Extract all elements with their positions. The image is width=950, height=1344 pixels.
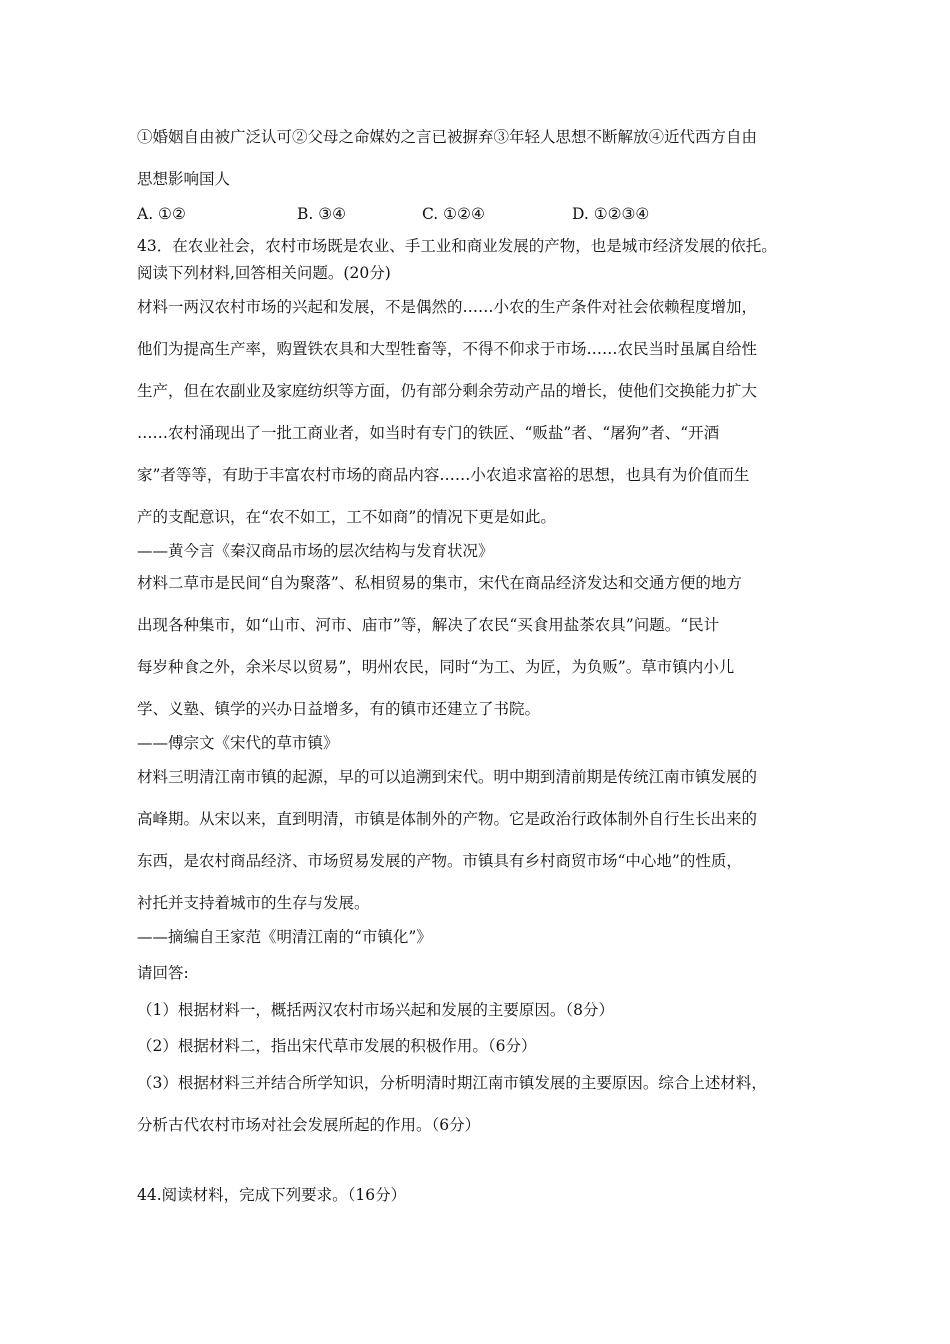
option-c: C. ①②④ — [422, 205, 485, 223]
sub-question-2: （2）根据材料二，指出宋代草市发展的积极作用。（6分） — [137, 1037, 537, 1055]
material2-line: 每岁种食之外，余米尽以贸易”，明州农民，同时“为工、为匠，为负贩”。草市镇内小儿 — [137, 658, 735, 676]
option-a: A. ①② — [137, 205, 186, 223]
material3-source: ——摘编自王家范《明清江南的“市镇化”》 — [137, 928, 432, 946]
material2-line: 学、义塾、镇学的兴办日益增多，有的镇市还建立了书院。 — [137, 700, 541, 718]
q43-intro-line2: 阅读下列材料,回答相关问题。(20分) — [137, 264, 391, 282]
q42-options — [137, 204, 649, 224]
q42-statements-line1: ①婚姻自由被广泛认可②父母之命媒妁之言已被摒弃③年轻人思想不断解放④近代西方自由 — [137, 128, 758, 146]
material1-line: 产的支配意识，在“农不如工，工不如商”的情况下更是如此。 — [137, 508, 556, 526]
material1-line: 他们为提高生产率，购置铁农具和大型牲畜等，不得不仰求于市场……农民当时虽属自给性 — [137, 340, 758, 358]
option-b: B. ③④ — [297, 205, 347, 223]
material2-line: 材料二草市是民间“自为聚落”、私相贸易的集市，宋代在商品经济发达和交通方便的地方 — [137, 574, 742, 592]
answer-prompt: 请回答: — [137, 964, 189, 982]
q43-intro-line1: 43．在农业社会，农村市场既是农业、手工业和商业发展的产物，也是城市经济发展的依托。 — [137, 237, 777, 255]
q42-statements-line2: 思想影响国人 — [137, 170, 231, 188]
material1-line: 材料一两汉农村市场的兴起和发展，不是偶然的……小农的生产条件对社会依赖程度增加， — [137, 298, 758, 316]
sub-question-3-line1: （3）根据材料三并结合所学知识，分析明清时期江南市镇发展的主要原因。综合上述材料， — [137, 1074, 767, 1092]
material2-line: 出现各种集市，如“山市、河市、庙市”等，解决了农民“买食用盐茶农具”问题。“民计 — [137, 616, 720, 634]
material3-line: 材料三明清江南市镇的起源，早的可以追溯到宋代。明中期到清前期是传统江南市镇发展的 — [137, 768, 758, 786]
q44-intro: 44.阅读材料，完成下列要求。（16分） — [137, 1186, 407, 1204]
material3-line: 衬托并支持着城市的生存与发展。 — [137, 894, 370, 912]
material3-line: 东西，是农村商品经济、市场贸易发展的产物。市镇具有乡村商贸市场“中心地”的性质， — [137, 852, 742, 870]
material2-source: ——傅宗文《宋代的草市镇》 — [137, 734, 339, 752]
option-d: D. ①②③④ — [572, 205, 650, 223]
sub-question-1: （1）根据材料一，概括两汉农村市场兴起和发展的主要原因。（8分） — [137, 1001, 614, 1019]
material1-line: 生产，但在农副业及家庭纺织等方面，仍有部分剩余劳动产品的增长，使他们交换能力扩大 — [137, 382, 758, 400]
sub-question-3-line2: 分析古代农村市场对社会发展所起的作用。（6分） — [137, 1116, 481, 1134]
material1-line: 家”者等等，有助于丰富农村市场的商品内容……小农追求富裕的思想，也具有为价值而生 — [137, 466, 750, 484]
material3-line: 高峰期。从宋以来，直到明清，市镇是体制外的产物。它是政治行政体制外自行生长出来的 — [137, 810, 758, 828]
material1-source: ——黄今言《秦汉商品市场的层次结构与发育状况》 — [137, 542, 494, 560]
material1-line: ……农村涌现出了一批工商业者，如当时有专门的铁匠、“贩盐”者、“屠狗”者、“开酒 — [137, 424, 720, 442]
